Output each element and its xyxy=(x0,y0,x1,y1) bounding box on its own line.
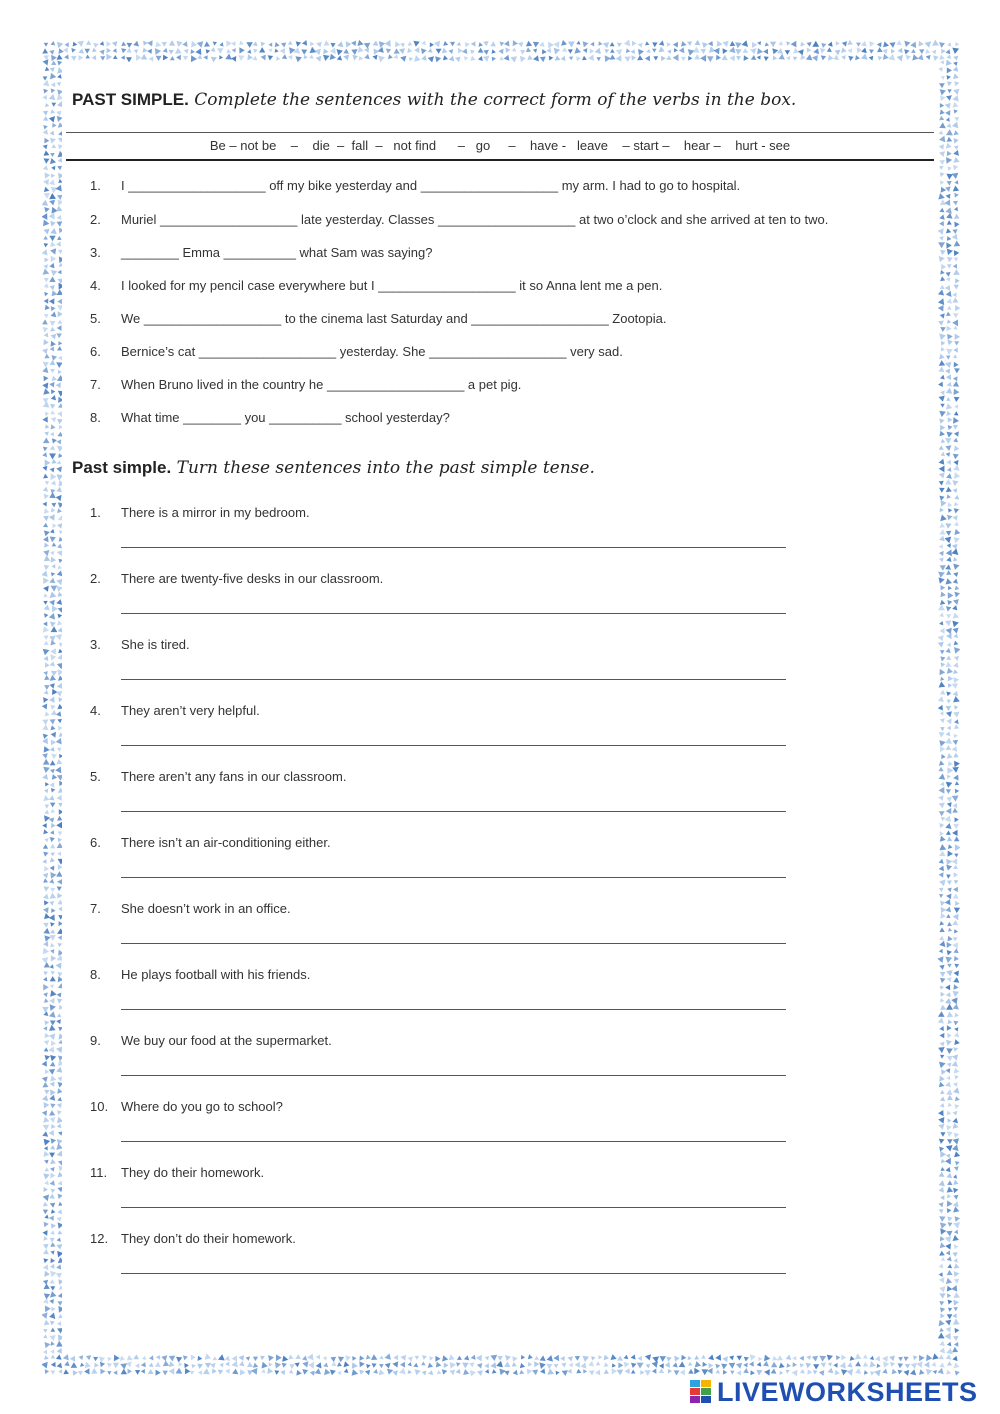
item-number: 9. xyxy=(90,1033,101,1048)
exercise2-item xyxy=(90,1165,264,1180)
exercise1-item xyxy=(90,410,450,425)
liveworksheets-logo xyxy=(690,1376,990,1408)
item-number: 6. xyxy=(90,835,101,850)
exercise1-item xyxy=(90,278,662,293)
exercise1-item xyxy=(90,178,740,193)
item-number: 1. xyxy=(90,178,101,193)
item-sentence: They do their homework. xyxy=(121,1165,265,1180)
answer-line[interactable] xyxy=(121,613,786,614)
exercise2-item xyxy=(90,835,331,850)
answer-line[interactable] xyxy=(121,1273,786,1274)
item-number: 5. xyxy=(90,311,101,326)
item-sentence: There isn’t an air-conditioning either. xyxy=(121,835,331,850)
exercise1-item xyxy=(90,344,623,359)
item-sentence[interactable]: Muriel ___________________ late yesterday. Classes ___________________ at two o’clock and she arrived at ten to two. xyxy=(121,212,829,227)
answer-line[interactable] xyxy=(121,943,786,944)
answer-line[interactable] xyxy=(121,1141,786,1142)
exercise2-item xyxy=(90,1231,296,1246)
item-sentence: She is tired. xyxy=(121,637,190,652)
item-sentence: We buy our food at the supermarket. xyxy=(121,1033,332,1048)
item-sentence[interactable]: What time ________ you __________ school yesterday? xyxy=(121,410,450,425)
exercise2-item xyxy=(90,769,346,784)
item-sentence[interactable]: When Bruno lived in the country he ___________________ a pet pig. xyxy=(121,377,522,392)
item-sentence: There are twenty-five desks in our classroom. xyxy=(121,571,384,586)
item-sentence: There is a mirror in my bedroom. xyxy=(121,505,310,520)
exercise1-item xyxy=(90,212,828,227)
liveworksheets-logo-text: LIVEWORKSHEETS xyxy=(717,1377,978,1407)
item-number: 12. xyxy=(90,1231,109,1246)
section1-title-rest: Complete the sentences with the correct form of the verbs in the box. xyxy=(188,90,797,110)
item-number: 10. xyxy=(90,1099,109,1114)
answer-line[interactable] xyxy=(121,811,786,812)
item-sentence[interactable]: We ___________________ to the cinema last Saturday and ___________________ Zootopia. xyxy=(121,311,667,326)
item-sentence: He plays football with his friends. xyxy=(121,967,311,982)
exercise2-item xyxy=(90,1099,283,1114)
item-sentence: Where do you go to school? xyxy=(121,1099,283,1114)
item-number: 2. xyxy=(90,571,101,586)
section2-title-lead: Past simple. xyxy=(72,458,172,477)
item-sentence[interactable]: Bernice’s cat ___________________ yesterday. She ___________________ very sad. xyxy=(121,344,623,359)
exercise2-item xyxy=(90,571,383,586)
verb-word-box xyxy=(66,132,934,161)
item-sentence: They don’t do their homework. xyxy=(121,1231,296,1246)
item-number: 5. xyxy=(90,769,101,784)
exercise2-item xyxy=(90,703,260,718)
item-number: 6. xyxy=(90,344,101,359)
item-sentence[interactable]: I looked for my pencil case everywhere but I ___________________ it so Anna lent me a pen. xyxy=(121,278,663,293)
item-number: 7. xyxy=(90,901,101,916)
answer-line[interactable] xyxy=(121,745,786,746)
item-number: 8. xyxy=(90,410,101,425)
answer-line[interactable] xyxy=(121,679,786,680)
item-number: 8. xyxy=(90,967,101,982)
item-sentence: They aren’t very helpful. xyxy=(121,703,260,718)
section2-title xyxy=(72,458,595,478)
exercise2-item xyxy=(90,637,190,652)
section2-title-rest: Turn these sentences into the past simple tense. xyxy=(171,458,595,478)
item-number: 3. xyxy=(90,245,101,260)
item-sentence[interactable]: I ___________________ off my bike yesterday and ___________________ my arm. I had to go to hospital. xyxy=(121,178,741,193)
liveworksheets-logo-icon xyxy=(690,1380,712,1404)
answer-line[interactable] xyxy=(121,877,786,878)
item-number: 4. xyxy=(90,278,101,293)
item-number: 1. xyxy=(90,505,101,520)
exercise2-item xyxy=(90,901,291,916)
exercise2-item xyxy=(90,505,310,520)
item-number: 11. xyxy=(90,1165,108,1180)
section1-title xyxy=(72,90,796,110)
item-sentence: There aren’t any fans in our classroom. xyxy=(121,769,347,784)
item-sentence[interactable]: ________ Emma __________ what Sam was saying? xyxy=(121,245,433,260)
exercise2-item xyxy=(90,1033,332,1048)
answer-line[interactable] xyxy=(121,547,786,548)
item-number: 2. xyxy=(90,212,101,227)
answer-line[interactable] xyxy=(121,1075,786,1076)
section1-title-lead: PAST SIMPLE. xyxy=(72,90,189,109)
verb-word-list: Be – not be – die – fall – not find – go – have - leave – start – hear – hurt - see xyxy=(209,138,791,153)
answer-line[interactable] xyxy=(121,1207,786,1208)
exercise1-item xyxy=(90,245,433,260)
exercise2-item xyxy=(90,967,310,982)
item-number: 3. xyxy=(90,637,101,652)
answer-line[interactable] xyxy=(121,1009,786,1010)
exercise1-item xyxy=(90,377,521,392)
exercise1-item xyxy=(90,311,667,326)
item-number: 7. xyxy=(90,377,101,392)
item-number: 4. xyxy=(90,703,101,718)
item-sentence: She doesn’t work in an office. xyxy=(121,901,291,916)
